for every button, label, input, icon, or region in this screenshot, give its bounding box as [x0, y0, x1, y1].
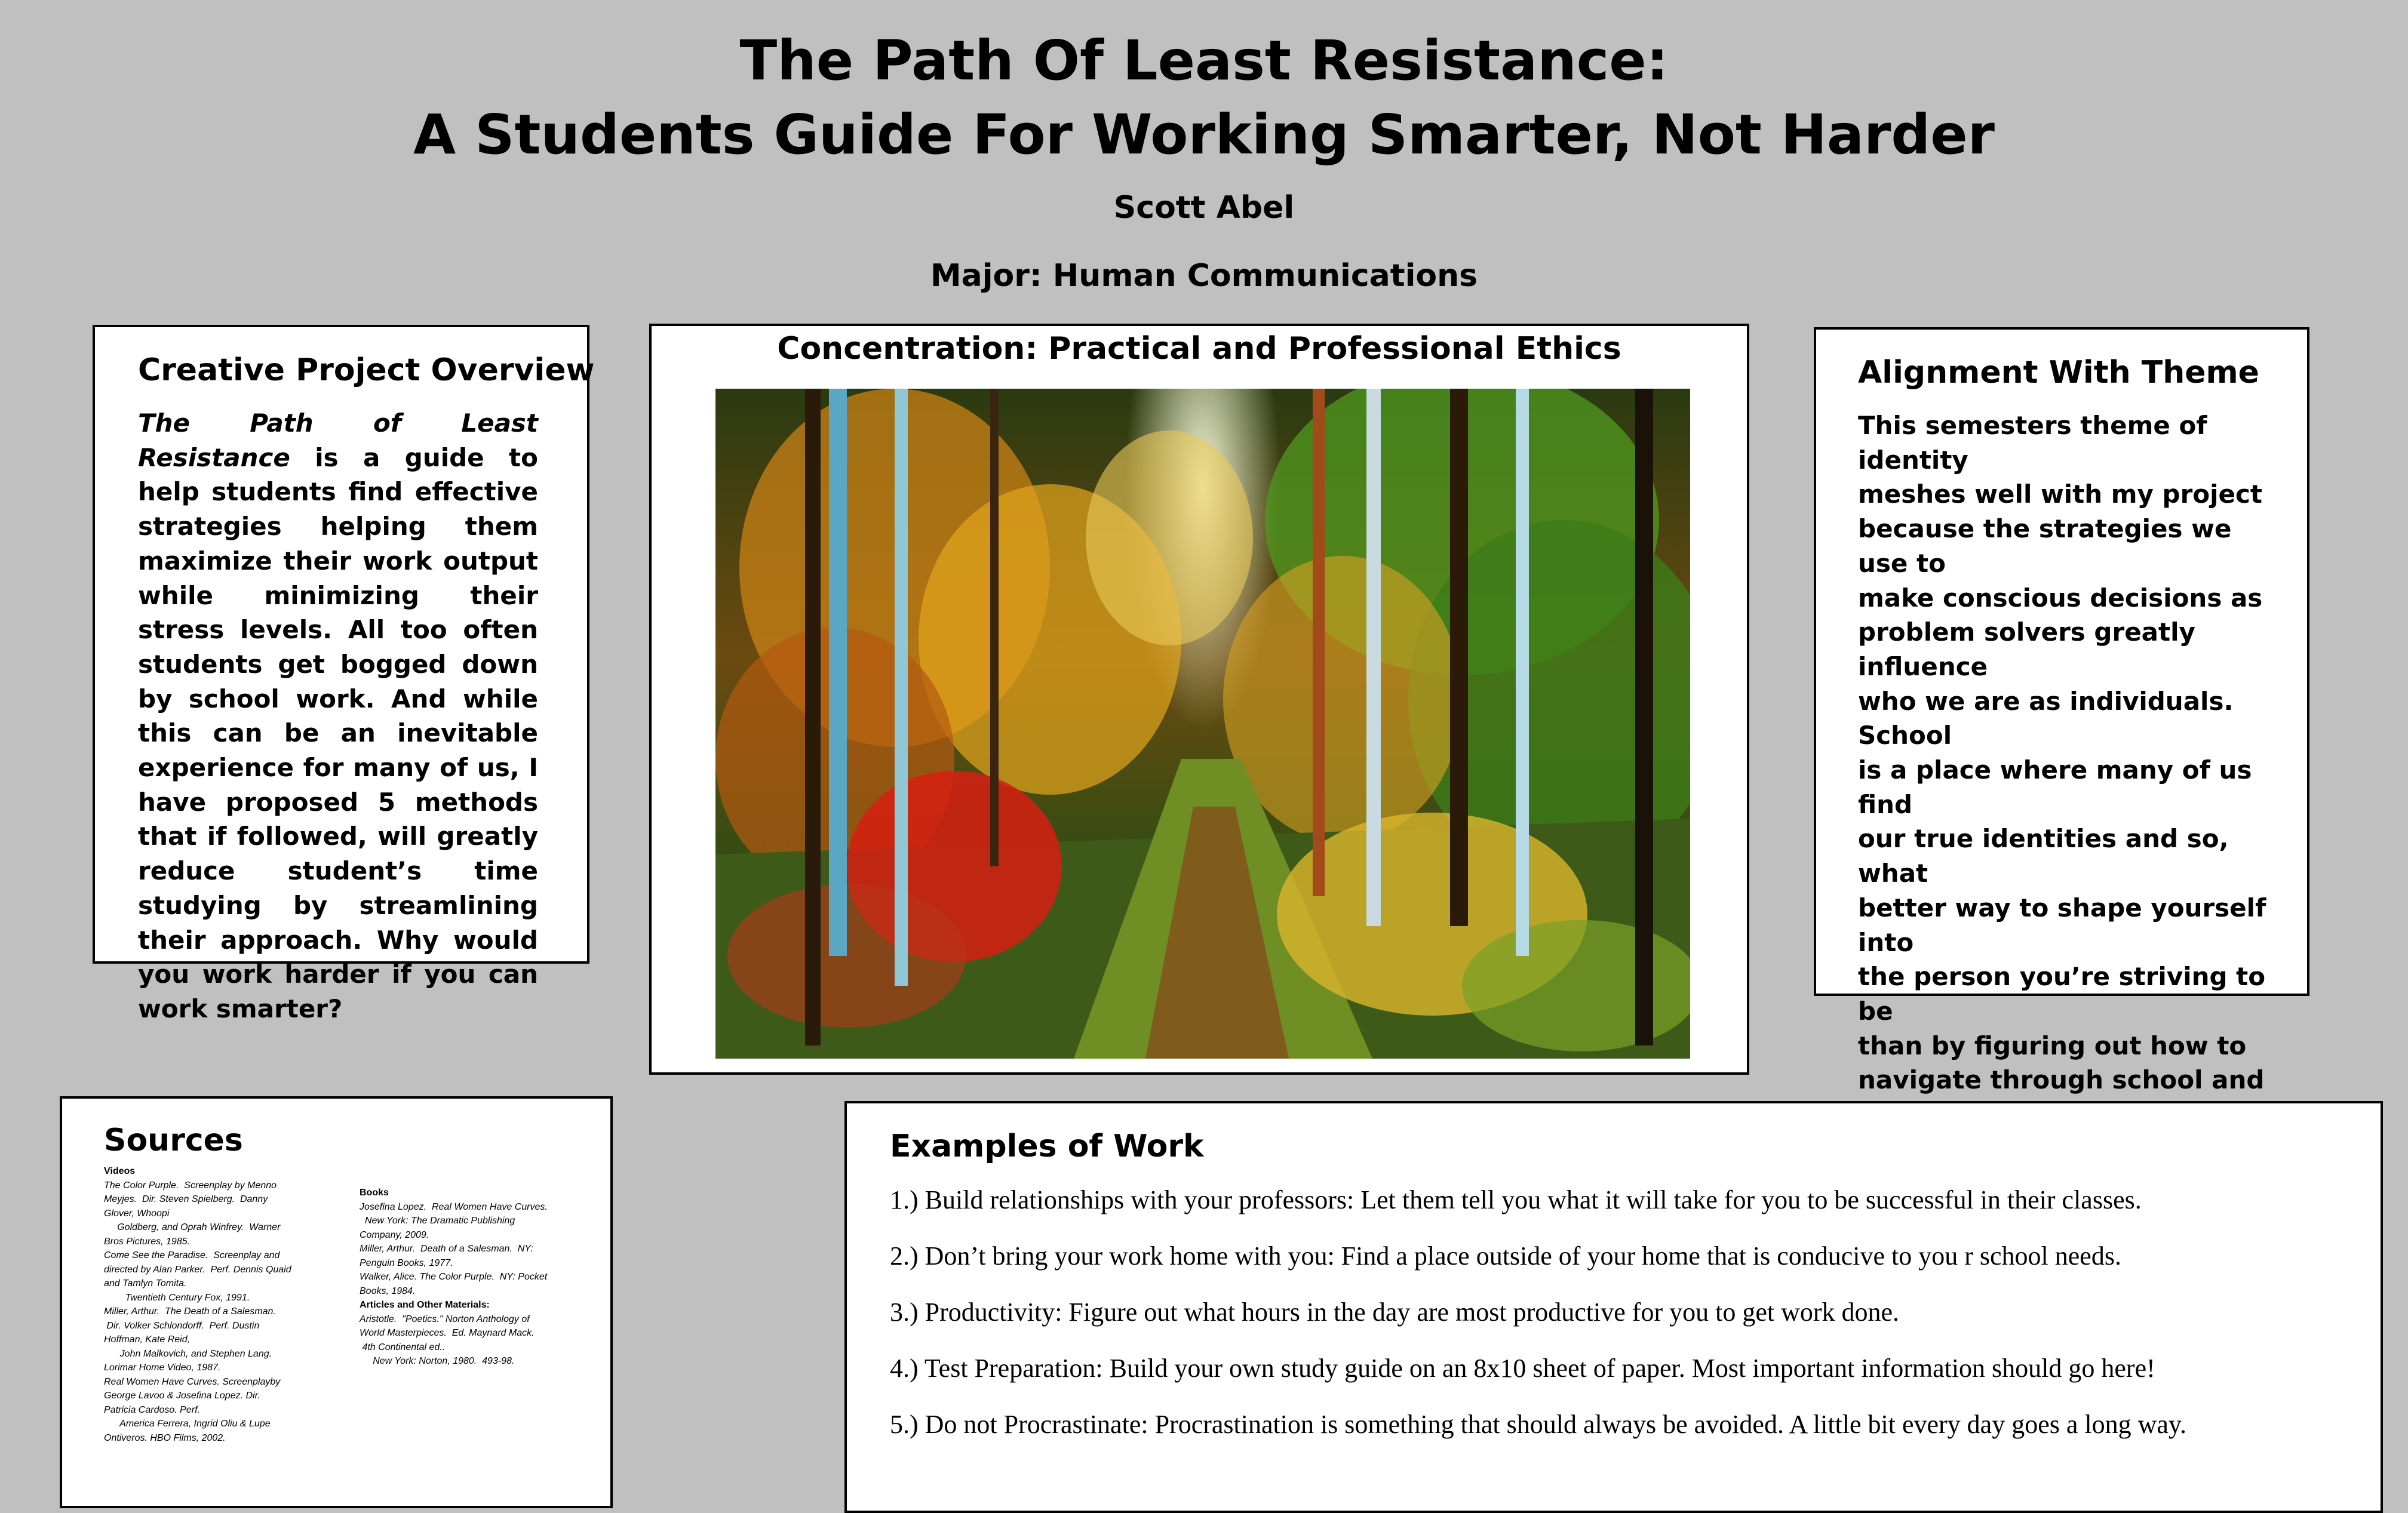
- alignment-line: make conscious decisions as: [1858, 583, 2263, 613]
- sources-heading: Sources: [104, 1123, 243, 1158]
- example-item: 3.) Productivity: Figure out what hours in the day are most productive for you to get work done.: [890, 1297, 1900, 1327]
- source-entry: The Color Purple. Screenplay by Menno: [104, 1180, 277, 1191]
- concentration-panel: [649, 324, 1749, 1075]
- source-entry: Company, 2009.: [360, 1229, 429, 1240]
- alignment-heading: Alignment With Theme: [1858, 355, 2259, 390]
- sources-subheading: Articles and Other Materials:: [360, 1300, 490, 1310]
- alignment-panel: [1814, 327, 2309, 1095]
- source-entry: Patricia Cardoso. Perf.: [104, 1404, 200, 1415]
- alignment-line: our true identities and so, what: [1858, 824, 2229, 888]
- forest-illustration: [715, 389, 1690, 1059]
- source-entry: America Ferrera, Ingrid Oliu & Lupe: [104, 1419, 271, 1429]
- alignment-line: because the strategies we use to: [1858, 514, 2232, 578]
- source-entry: Miller, Arthur. Death of a Salesman. NY:: [360, 1244, 533, 1254]
- sources-subheading: Books: [360, 1188, 389, 1198]
- alignment-line: is a place where many of us find: [1858, 755, 2252, 819]
- source-entry: Twentieth Century Fox, 1991.: [104, 1292, 250, 1303]
- poster-title-line1: The Path Of Least Resistance:: [739, 29, 1669, 93]
- example-item: 5.) Do not Procrastinate: Procrastination is something that should always be avoided. A little bit every day goes a long way.: [890, 1410, 2187, 1439]
- examples-heading: Examples of Work: [890, 1128, 1204, 1164]
- source-entry: Books, 1984.: [360, 1286, 416, 1296]
- source-entry: Glover, Whoopi: [104, 1208, 170, 1219]
- source-entry: New York: Norton, 1980. 493-98.: [360, 1356, 515, 1366]
- source-entry: 4th Continental ed..: [360, 1342, 446, 1352]
- overview-book-title: The Path of Least Resistance: [138, 408, 538, 472]
- sources-subheading: Videos: [104, 1166, 136, 1176]
- alignment-text: [1858, 408, 2271, 1166]
- overview-panel: [93, 325, 595, 1023]
- overview-body: is a guide to help students find effective strategies helping them maximize their work output while minimizing their stress levels. All too often students get bogged down by school work. And while this can be an inevitable experience for many of us, I have proposed 5 methods that if followed, will greatly reduce student’s time studying by streamlining their approach. Why would you work harder if you can work smarter?: [138, 442, 538, 1023]
- alignment-line: This semesters theme of identity: [1858, 411, 2207, 475]
- poster-title-line2: A Students Guide For Working Smarter, Not Harder: [413, 103, 1995, 167]
- source-entry: Penguin Books, 1977.: [360, 1257, 453, 1268]
- source-entry: John Malkovich, and Stephen Lang.: [104, 1348, 272, 1359]
- source-entry: New York: The Dramatic Publishing: [360, 1216, 515, 1226]
- source-entry: World Masterpieces. Ed. Maynard Mack.: [360, 1328, 535, 1338]
- source-entry: Come See the Paradise. Screenplay and: [104, 1250, 280, 1260]
- source-entry: directed by Alan Parker. Perf. Dennis Quaid: [104, 1264, 291, 1275]
- example-item: 4.) Test Preparation: Build your own study guide on an 8x10 sheet of paper. Most important information should go here!: [890, 1354, 2155, 1383]
- source-entry: Goldberg, and Oprah Winfrey. Warner: [104, 1222, 281, 1232]
- source-entry: Lorimar Home Video, 1987.: [104, 1363, 221, 1373]
- example-item: 2.) Don’t bring your work home with you: Find a place outside of your home that is conducive to you r school needs.: [890, 1241, 2121, 1271]
- sources-columns: [104, 1164, 586, 1475]
- source-entry: George Lavoo & Josefina Lopez. Dir.: [104, 1391, 260, 1401]
- alignment-line: better way to shape yourself into: [1858, 893, 2266, 957]
- source-entry: and Tamlyn Tomita.: [104, 1278, 187, 1288]
- alignment-line: who we are as individuals. School: [1858, 686, 2234, 751]
- examples-panel: [844, 1101, 2383, 1513]
- overview-text: [138, 406, 538, 1026]
- source-entry: Miller, Arthur. The Death of a Salesman.: [104, 1306, 276, 1317]
- alignment-line: than by figuring out how to: [1858, 1031, 2247, 1060]
- overview-heading: Creative Project Overview: [138, 352, 595, 388]
- source-entry: Ontiveros. HBO Films, 2002.: [104, 1432, 226, 1443]
- source-entry: Bros Pictures, 1985.: [104, 1236, 191, 1247]
- alignment-line: problem solvers greatly influence: [1858, 617, 2195, 681]
- sources-col-books: [360, 1186, 586, 1369]
- concentration-heading: Concentration: Practical and Professional Ethics: [777, 331, 1621, 367]
- example-item: 1.) Build relationships with your professors: Let them tell you what it will take for you to be successful in their classes.: [890, 1185, 2142, 1214]
- alignment-line: the person you’re striving to be: [1858, 962, 2266, 1026]
- alignment-line: navigate through school and: [1858, 1065, 2265, 1095]
- source-entry: Walker, Alice. The Color Purple. NY: Pocket: [360, 1272, 548, 1282]
- alignment-line: meshes well with my project: [1858, 479, 2263, 509]
- forest-path-photo: [715, 389, 1690, 1059]
- author-name: Scott Abel: [1113, 190, 1295, 226]
- source-entry: Dir. Volker Schlondorff. Perf. Dustin: [104, 1320, 260, 1331]
- major-label: Major: Human Communications: [930, 258, 1478, 294]
- source-entry: Aristotle. "Poetics." Norton Anthology of: [360, 1314, 530, 1324]
- source-entry: Real Women Have Curves. Screenplayby: [104, 1376, 281, 1387]
- source-entry: Josefina Lopez. Real Women Have Curves.: [360, 1201, 548, 1212]
- source-entry: Hoffman, Kate Reid,: [104, 1334, 191, 1345]
- sources-panel: [60, 1096, 613, 1508]
- sources-col-videos: [104, 1164, 343, 1445]
- source-entry: Meyjes. Dir. Steven Spielberg. Danny: [104, 1194, 268, 1204]
